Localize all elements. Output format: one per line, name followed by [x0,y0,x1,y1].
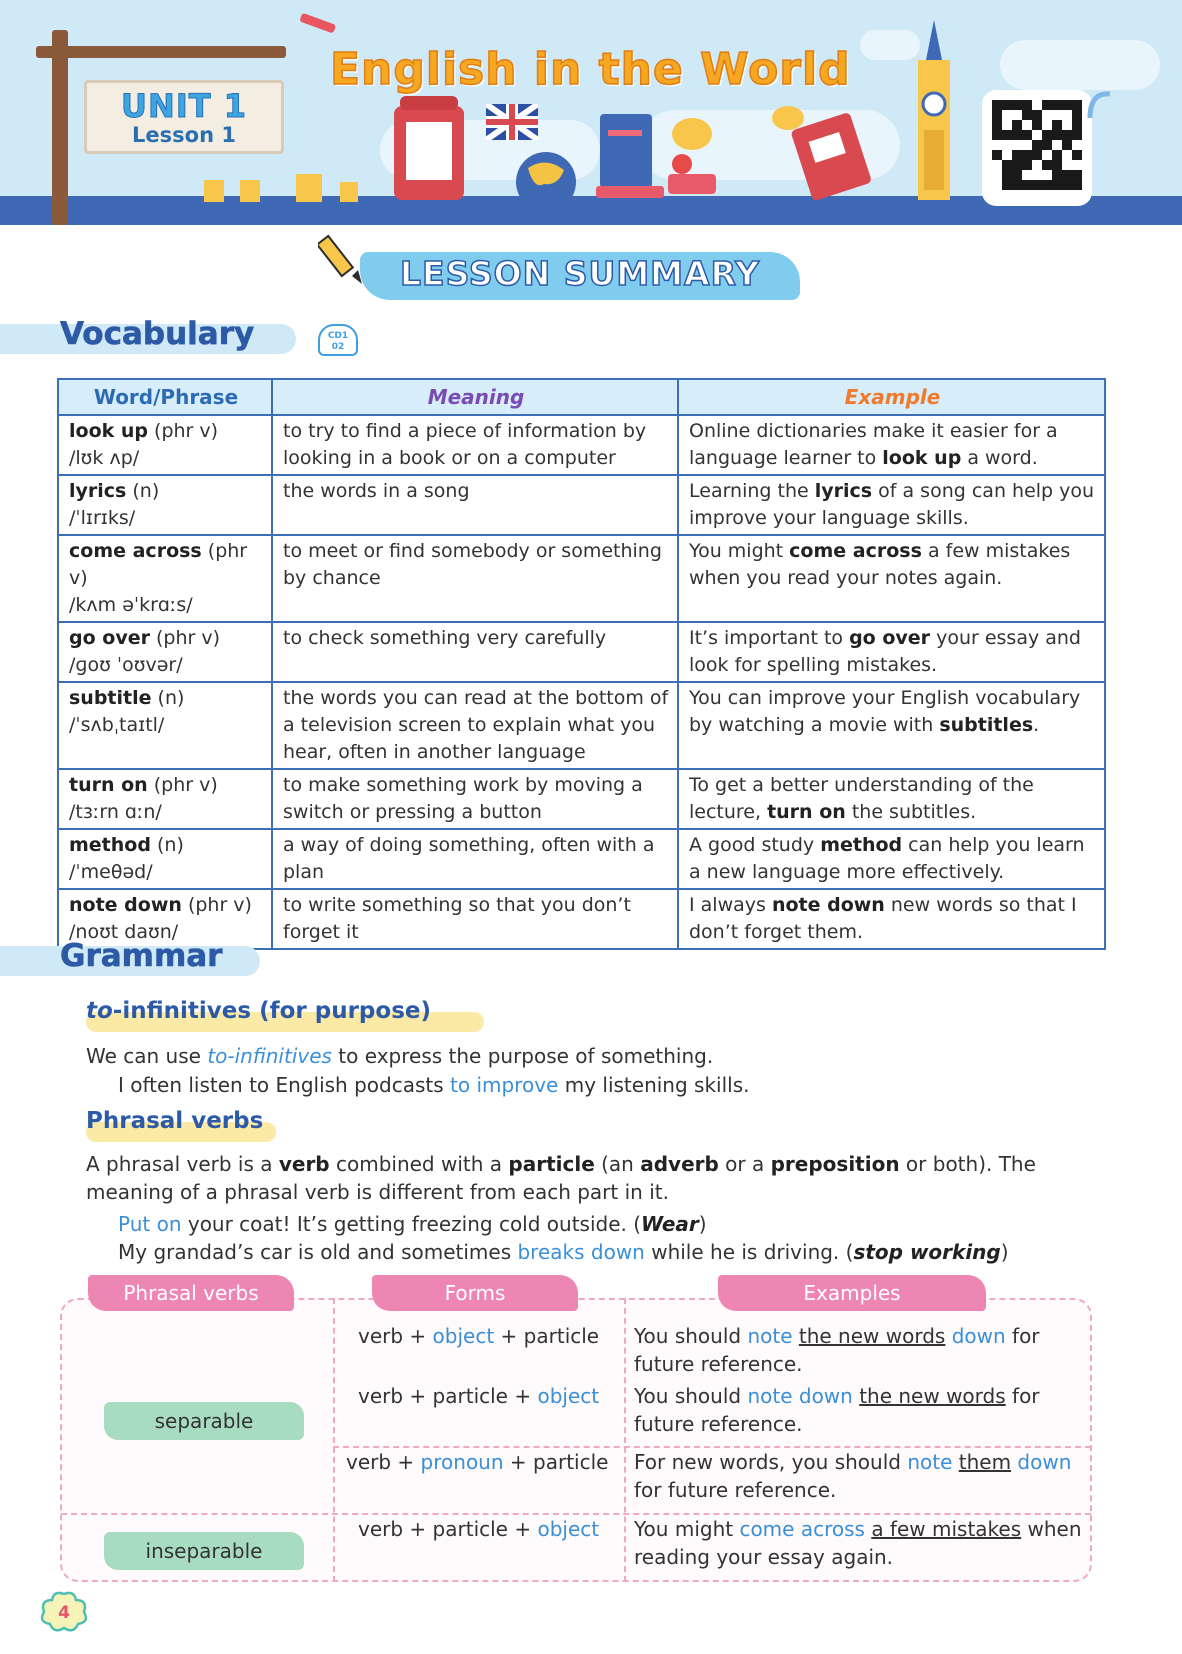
separable-tag: separable [104,1402,304,1440]
form-verb-object-particle: verb + object + particle [358,1324,600,1348]
phrasal-verbs-example-1: Put on your coat! It’s getting freezing cold outside. (Wear) [118,1212,707,1236]
unit-banner [0,0,1182,225]
column-header-examples: Examples [718,1275,986,1311]
word-cell [58,415,272,475]
pronunciation: /kʌm əˈkrɑːs/ [69,594,193,616]
meaning-cell: a way of doing something, often with a plan [272,829,678,889]
chat-bubble-icon [668,116,716,196]
meaning-cell: to check something very carefully [272,622,678,682]
books-icon [596,110,666,200]
pronunciation: /ˈmeθəd/ [69,861,153,883]
meaning-cell: to try to find a piece of information by looking in a book or on a computer [272,415,678,475]
vocabulary-table [57,378,1106,950]
phrasal-verbs-definition: A phrasal verb is a verb combined with a particle (an adverb or a preposition or both). The meaning of a phrasal verb is different from each part in it. [86,1152,1036,1204]
word: look up [69,420,148,442]
table-row [58,829,1105,889]
column-header-meaning: Meaning [272,379,678,415]
subheading-text: -infinitives (for purpose) [112,998,431,1024]
unit-title: English in the World [330,44,851,95]
infinitives-example: I often listen to English podcasts to improve my listening skills. [118,1073,750,1097]
part-of-speech: (n) [150,834,184,856]
word-cell [58,682,272,769]
meaning-cell: to meet or find somebody or something by chance [272,535,678,622]
qr-code[interactable] [982,90,1092,206]
example-separable-1: You should note the new words down for future reference. [634,1324,1040,1376]
pronunciation: /lʊk ʌp/ [69,447,140,469]
word: lyrics [69,480,127,502]
audio-track-icon[interactable] [318,324,358,356]
plants-icon [200,170,370,204]
lesson-summary-banner [360,244,800,308]
part-of-speech: (phr v) [147,774,218,796]
column-header-example: Example [678,379,1105,415]
infinitives-rule: We can use to-infinitives to express the purpose of something. [86,1044,714,1068]
subheading-italic: to [86,998,113,1024]
unit-label: UNIT 1 [121,87,247,125]
example-cell: Online dictionaries make it easier for a language learner to look up a word. [678,415,1105,475]
part-of-speech: (phr v) [149,627,221,649]
example-cell: Learning the lyrics of a song can help you improve your language skills. [678,475,1105,535]
form-inseparable: verb + particle + object [358,1517,600,1541]
vocabulary-title: Vocabulary [60,316,255,352]
word: come across [69,540,202,562]
pronunciation: /ɡoʊ ˈoʊvər/ [69,654,183,676]
signpost-arm [36,46,286,58]
table-row [58,415,1105,475]
flower-badge-icon [38,1590,90,1634]
pronunciation: /noʊt daʊn/ [69,921,179,943]
phrasal-verbs-subheading [86,1108,276,1146]
infinitives-subheading [86,998,484,1036]
phone-booth-icon [390,92,470,202]
column-header-forms: Forms [372,1275,578,1311]
table-row [58,535,1105,622]
example-inseparable: You might come across a few mistakes when reading your essay again. [634,1517,1082,1569]
form-verb-particle-object: verb + particle + object [358,1384,600,1408]
example-cell: It’s important to go over your essay and look for spelling mistakes. [678,622,1105,682]
word: method [69,834,151,856]
globe-icon [508,146,584,216]
column-header-phrasal-verbs: Phrasal verbs [88,1275,294,1311]
pronunciation: /ˈlɪrɪks/ [69,507,136,529]
example-separable-2: You should note down the new words for future reference. [634,1384,1040,1436]
lesson-summary-title: LESSON SUMMARY [400,254,761,293]
page-number [38,1590,90,1634]
example-cell: I always note down new words so that I don’t forget them. [678,889,1105,949]
pen-icon [296,8,344,38]
word-cell [58,622,272,682]
table-row [58,622,1105,682]
part-of-speech: (phr v) [181,894,252,916]
grammar-title: Grammar [60,938,223,974]
meaning-cell: the words you can read at the bottom of a television screen to explain what you hear, often in another language [272,682,678,769]
word: note down [69,894,182,916]
part-of-speech: (phr v) [69,540,248,589]
part-of-speech: (n) [126,480,160,502]
word-cell [58,769,272,829]
big-ben-icon [906,20,962,200]
signpost-pole [52,30,68,225]
table-row [58,769,1105,829]
lesson-label: Lesson 1 [132,123,236,147]
form-verb-pronoun-particle: verb + pronoun + particle [346,1450,609,1474]
phrasal-verbs-example-2: My grandad’s car is old and sometimes breaks down while he is driving. (stop working) [118,1240,1009,1264]
unit-sign [84,80,284,154]
example-cell: You might come across a few mistakes when you read your notes again. [678,535,1105,622]
headphones-icon [1086,88,1114,128]
grammar-heading [0,936,264,986]
word: subtitle [69,687,152,709]
word-cell [58,535,272,622]
word: go over [69,627,150,649]
phrasal-verbs-title: Phrasal verbs [86,1108,264,1134]
uk-flag-icon [486,104,538,140]
cd-label: CD1 [327,331,349,341]
pronunciation: /tɜːrn ɑːn/ [69,801,162,823]
example-cell: To get a better understanding of the lecture, turn on the subtitles. [678,769,1105,829]
page-number-text: 4 [58,1603,70,1623]
meaning-cell: to make something work by moving a switch or pressing a button [272,769,678,829]
table-row [58,475,1105,535]
example-cell: A good study method can help you learn a new language more effectively. [678,829,1105,889]
qr-code-icon [992,100,1082,190]
vocabulary-heading [0,314,300,364]
word: turn on [69,774,148,796]
table-row [58,682,1105,769]
column-header-word: Word/Phrase [58,379,272,415]
example-cell: You can improve your English vocabulary by watching a movie with subtitles. [678,682,1105,769]
part-of-speech: (phr v) [148,420,219,442]
word-cell [58,829,272,889]
meaning-cell: to write something so that you don’t forget it [272,889,678,949]
pronunciation: /ˈsʌbˌtaɪtl/ [69,714,165,736]
table-header-row [58,379,1105,415]
track-label: 02 [331,342,345,352]
part-of-speech: (n) [151,687,185,709]
word-cell [58,475,272,535]
inseparable-tag: inseparable [104,1532,304,1570]
dictionary-icon [790,110,880,200]
example-separable-3: For new words, you should note them down for future reference. [634,1450,1072,1502]
meaning-cell: the words in a song [272,475,678,535]
